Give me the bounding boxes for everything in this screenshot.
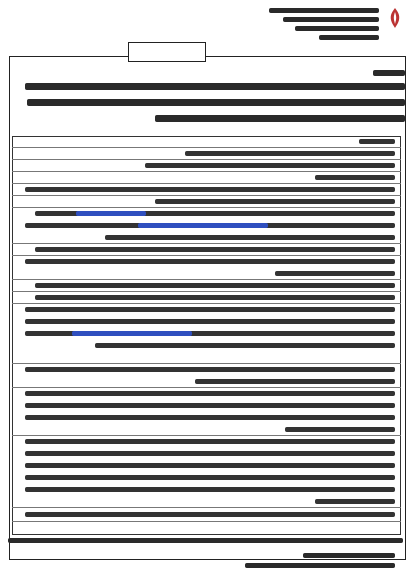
condition-row bbox=[12, 364, 401, 388]
footer-note bbox=[8, 538, 403, 543]
conditions-heading-row bbox=[12, 136, 401, 148]
intro-paragraph-line bbox=[27, 99, 405, 106]
website-link[interactable] bbox=[138, 223, 268, 228]
condition-row bbox=[12, 184, 401, 196]
condition-row bbox=[12, 208, 401, 244]
website-link[interactable] bbox=[76, 211, 146, 216]
condition-row bbox=[12, 508, 401, 522]
ministry-line bbox=[283, 17, 379, 22]
condition-row bbox=[12, 196, 401, 208]
basmala-text bbox=[188, 5, 228, 15]
condition-row bbox=[12, 244, 401, 256]
condition-row bbox=[12, 148, 401, 160]
ministry-line bbox=[295, 26, 379, 31]
intro-paragraph-line bbox=[25, 83, 405, 90]
website-link[interactable] bbox=[72, 331, 192, 336]
condition-row bbox=[12, 388, 401, 436]
ministry-line bbox=[319, 35, 379, 40]
condition-row bbox=[12, 256, 401, 280]
intro-paragraph-line bbox=[155, 115, 405, 122]
conditions-heading bbox=[359, 139, 395, 144]
ministry-line bbox=[269, 8, 379, 13]
condition-row bbox=[12, 160, 401, 172]
publisher-line bbox=[303, 553, 395, 558]
condition-row bbox=[12, 436, 401, 508]
condition-row bbox=[12, 280, 401, 292]
condition-row bbox=[12, 292, 401, 304]
condition-row bbox=[12, 304, 401, 364]
condition-row bbox=[12, 172, 401, 184]
publisher-line bbox=[245, 563, 395, 568]
greeting-line bbox=[373, 70, 405, 76]
notice-title bbox=[128, 42, 206, 62]
iran-emblem-icon bbox=[383, 6, 407, 30]
